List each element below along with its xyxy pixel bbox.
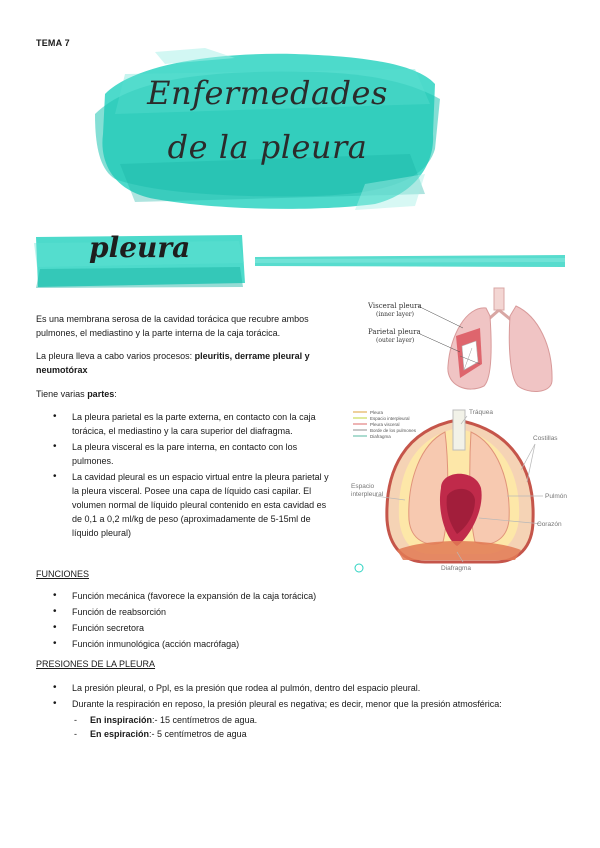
parts-prefix: Tiene varias xyxy=(36,389,88,399)
processes-prefix: La pleura lleva a cabo varios procesos: xyxy=(36,351,195,361)
list-item: • La pleura parietal es la parte externa, en contacto con la caja torácica, el mediastino y la cara superior del diafragma. xyxy=(36,410,338,438)
title-line-1: Enfermedades xyxy=(147,74,388,112)
list-item: • Función secretora xyxy=(36,621,436,635)
list-item: • Función inmunológica (acción macrófaga) xyxy=(36,637,436,651)
label-pulmon: Pulmón xyxy=(545,493,568,500)
label-traquea: Tráquea xyxy=(469,409,493,416)
sub-item-espiracion xyxy=(36,727,516,741)
sub-item-text: :- 15 centímetros de agua. xyxy=(152,715,258,725)
list-item: • Función mecánica (favorece la expansión de la caja torácica) xyxy=(36,589,436,603)
label-interpleural: interpleural xyxy=(351,491,384,498)
legend-item: Diafragma xyxy=(370,434,391,439)
label-visceral-pleura: Visceral pleura xyxy=(368,302,422,310)
sub-item-inspiracion xyxy=(36,713,516,727)
legend-item: Pleura visceral xyxy=(370,422,400,427)
decorative-stripe xyxy=(255,255,565,267)
funciones-list xyxy=(36,589,436,653)
label-costillas: Costillas xyxy=(533,435,558,442)
label-parietal-sub: (outer layer) xyxy=(376,337,415,344)
parts-colon: : xyxy=(114,389,117,399)
title-line-2: de la pleura xyxy=(167,128,368,166)
legend-item: Pleura xyxy=(370,410,384,415)
label-diafragma: Diafragma xyxy=(441,565,471,572)
presiones-heading: PRESIONES DE LA PLEURA xyxy=(36,659,156,669)
list-item: • La cavidad pleural es un espacio virtual entre la pleura parietal y la pleura visceral. Posee una capa de líquido casi capilar. El volumen normal de líquido pleural contenido en esta cavidad es de 0,1 a 0,2 ml/kg de peso (aproximadamente de 5-15ml de líquido pleural) xyxy=(36,470,338,540)
sub-item-bold: En inspiración xyxy=(90,715,153,725)
label-espacio: Espacio xyxy=(351,483,375,490)
sub-item-text: :- 5 centímetros de agua xyxy=(149,729,247,739)
list-item: • Durante la respiración en reposo, la presión pleural es negativa; es decir, menor que la presión atmosférica: xyxy=(36,697,516,711)
thorax-diagram xyxy=(345,400,570,580)
intro-paragraph: Es una membrana serosa de la cavidad torácica que recubre ambos pulmones, el mediastino y la parte interna de la caja torácica. xyxy=(36,314,309,338)
presiones-list xyxy=(36,681,516,741)
list-item: • La presión pleural, o Ppl, es la presión que rodea al pulmón, dentro del espacio pleural. xyxy=(36,681,516,695)
legend-item: Borde de los pulmones xyxy=(370,428,417,433)
parts-intro xyxy=(36,387,346,401)
processes-list: pleuritis, derrame pleural y neumotórax xyxy=(36,351,310,375)
parts-word: partes xyxy=(87,389,115,399)
label-visceral-sub: (inner layer) xyxy=(376,311,414,318)
title-banner xyxy=(95,44,440,212)
label-parietal-pleura: Parietal pleura xyxy=(368,328,421,336)
processes-paragraph xyxy=(36,349,346,377)
list-item: • Función de reabsorción xyxy=(36,605,436,619)
list-item: • La pleura visceral es la pare interna, en contacto con los pulmones. xyxy=(36,440,338,468)
tema-label: TEMA 7 xyxy=(36,38,70,48)
sub-item-bold: En espiración xyxy=(90,729,150,739)
parts-list xyxy=(36,410,338,542)
section-title: pleura xyxy=(89,231,191,264)
lungs-illustration xyxy=(368,286,558,398)
label-corazon: Corazón xyxy=(537,521,562,528)
legend-item: Espacio interpleural xyxy=(370,416,410,421)
section-banner xyxy=(34,233,246,289)
funciones-heading: FUNCIONES xyxy=(36,569,90,579)
